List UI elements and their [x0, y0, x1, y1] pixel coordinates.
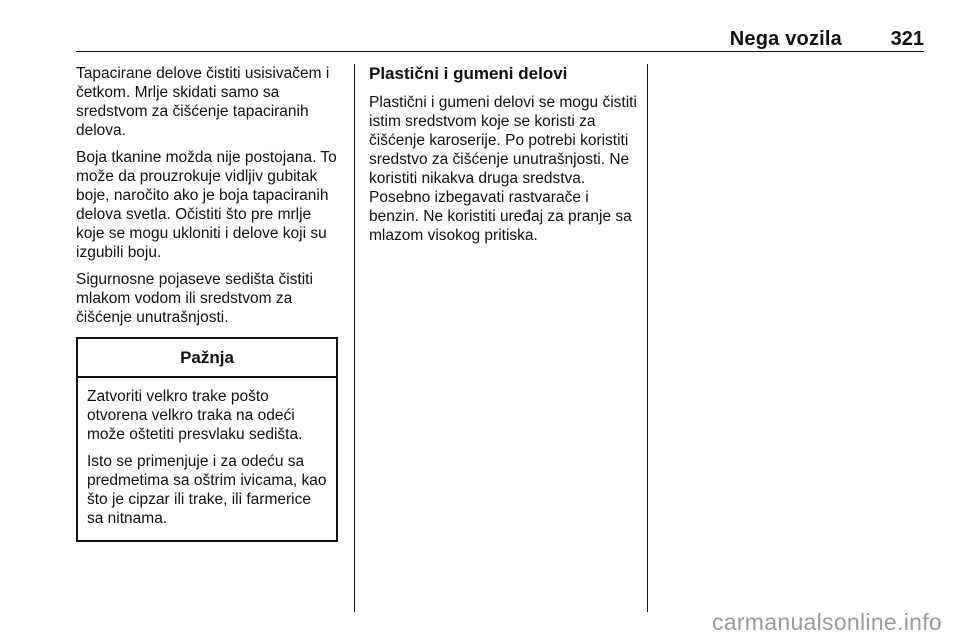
paragraph-seat-belts: Sigurnosne pojaseve sedišta čistiti mlakom vodom ili sredstvom za čišćenje unutrašnjosti. — [76, 271, 313, 326]
page-number: 321 — [890, 28, 924, 50]
header-divider — [76, 51, 924, 52]
caution-body — [78, 378, 336, 540]
paragraph-fabric-color: Boja tkanine možda nije postojana. To može da prouzrokuje vidljiv gubitak boje, naročito ako je boja tapaciranih delova svetla. Očistiti što pre mrlje koje se mogu ukloniti i delove koji su izgubili boju. — [76, 149, 337, 261]
page-header — [76, 28, 924, 50]
page-title: Nega vozila — [729, 28, 842, 50]
column-divider-1 — [354, 64, 355, 612]
left-column — [76, 64, 342, 542]
watermark: carmanualsonline.info — [711, 609, 942, 635]
caution-box — [76, 337, 338, 542]
caution-title: Pažnja — [78, 339, 336, 378]
column-divider-2 — [647, 64, 648, 612]
paragraph-upholstery: Tapacirane delove čistiti usisivačem i četkom. Mrlje skidati samo sa sredstvom za čišćenje tapaciranih delova. — [76, 65, 330, 139]
caution-paragraph-velcro: Zatvoriti velkro trake pošto otvorena velkro traka na odeći može oštetiti presvlaku sedišta. — [87, 388, 303, 443]
middle-column — [369, 64, 639, 253]
caution-paragraph-sharp-edges: Isto se primenjuje i za odeću sa predmetima sa oštrim ivicama, kao što je cipzar ili trake, ili farmerice sa nitnama. — [87, 453, 327, 527]
paragraph-plastic-rubber: Plastični i gumeni delovi se mogu čistiti istim sredstvom koje se koristi za čišćenje karoserije. Po potrebi koristiti sredstvo za čišćenje unutrašnjosti. Ne koristiti nikakva druga sredstva. Posebno izbegavati rastvarače i benzin. Ne koristiti uređaj za pranje sa mlazom visokog pritiska. — [369, 94, 637, 244]
section-heading-plastic-rubber: Plastični i gumeni delovi — [369, 64, 568, 83]
